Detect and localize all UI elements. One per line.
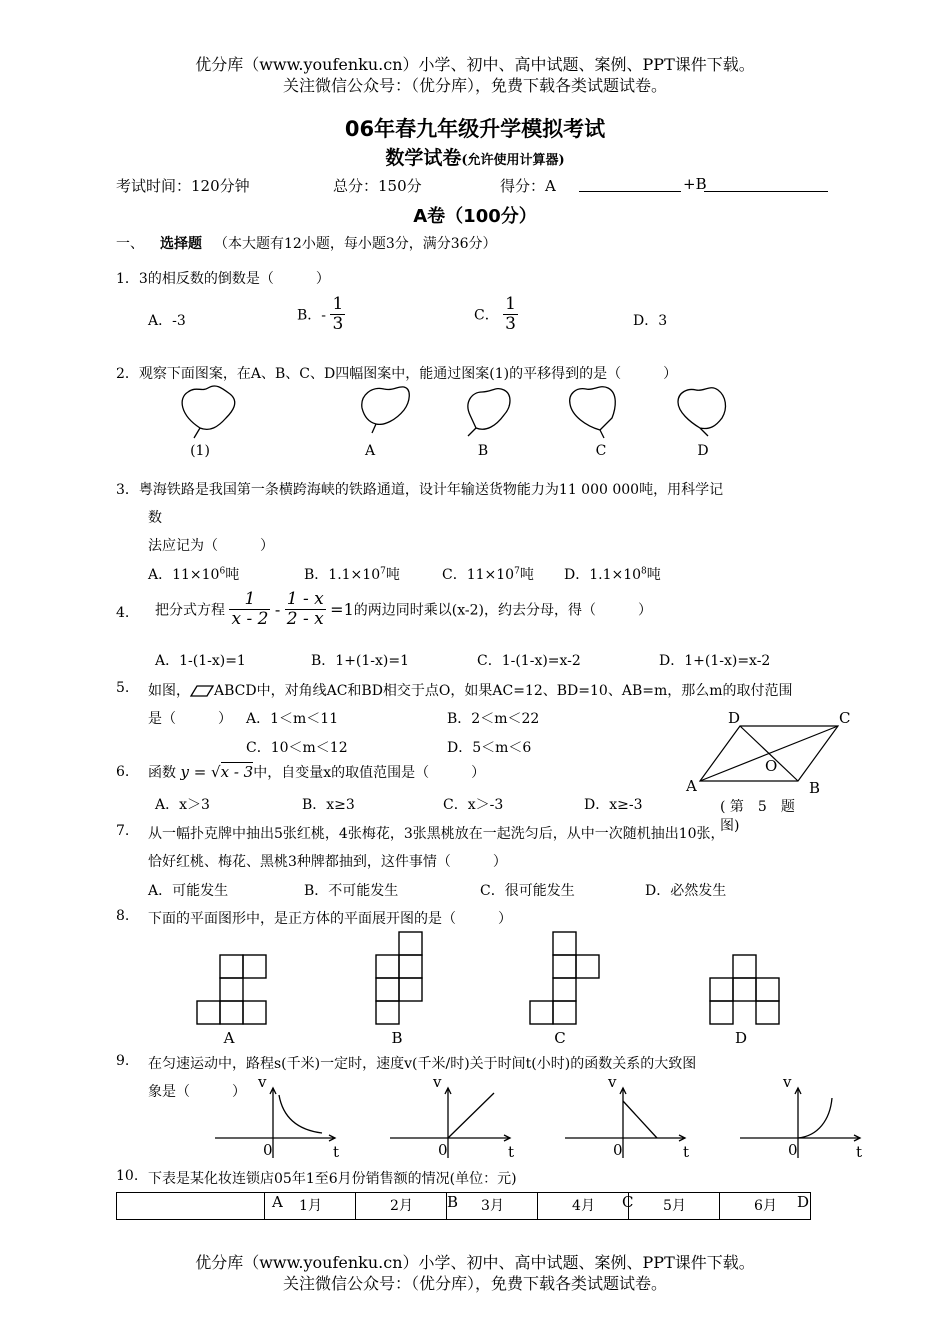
q1-option-c-prefix: C． xyxy=(474,307,499,324)
q4-option-c: C．1-(1-x)=x-2 xyxy=(477,653,581,669)
q9-stem-line1: 在匀速运动中，路程s(千米)一定时，速度v(千米/时)关于时间t(小时)的函数关系的大致图 xyxy=(148,1056,697,1072)
q5-number: 5. xyxy=(116,680,130,696)
graph-b-v-label: v xyxy=(433,1073,442,1091)
graph-a-label: A xyxy=(272,1193,283,1211)
q1-c-denominator: 3 xyxy=(505,314,516,334)
subject-note: (允许使用计算器) xyxy=(461,153,565,168)
q6-option-a: A．x＞3 xyxy=(155,797,210,813)
q4-f1-num: 1 xyxy=(229,590,270,610)
q1-option-a: A．-3 xyxy=(148,313,186,329)
q8-label-d: D xyxy=(734,1029,748,1047)
score-a-label: 得分：A xyxy=(500,177,556,195)
graph-a-v-label: v xyxy=(258,1073,267,1091)
graph-c-line xyxy=(623,1101,657,1138)
graph-c xyxy=(565,1088,685,1158)
q6-option-c: C．x＞-3 xyxy=(443,797,504,813)
vertex-c: C xyxy=(839,709,851,727)
q6-number: 6. xyxy=(116,764,130,780)
q4-lead: 把分式方程 xyxy=(155,602,225,619)
graph-d xyxy=(740,1088,860,1158)
q3-b-base: B．1.1×10 xyxy=(304,567,381,583)
section-1-title: 选择题 xyxy=(160,236,202,252)
q5-rest: ABCD中，对角线AC和BD相交于点O，如果AC=12、BD=10、AB=m，那么m的取付范围 xyxy=(214,683,793,699)
exam-time: 考试时间：120分钟 xyxy=(116,177,250,195)
q7-number: 7. xyxy=(116,823,130,839)
graph-a-t-label: t xyxy=(333,1143,340,1161)
month-1-header: 1月 xyxy=(264,1193,356,1219)
graph-b-line xyxy=(448,1093,494,1138)
graph-b-origin: 0 xyxy=(438,1141,448,1159)
graph-d-t-label: t xyxy=(856,1143,863,1161)
q3-c-base: C．11×10 xyxy=(442,567,515,583)
q7-stem-line2: 恰好红桃、梅花、黑桃3种牌都抽到，这件事情（ ） xyxy=(148,854,507,870)
q6-radicand: x - 3 xyxy=(220,763,254,781)
footer-line-2: 关注微信公众号：（优分库），免费下载各类试题试卷。 xyxy=(282,1274,667,1293)
q3-stem-line3: 法应记为（ ） xyxy=(148,538,274,554)
q3-a-exp: 6 xyxy=(219,566,226,577)
q4-f2-num: 1 - x xyxy=(286,589,324,609)
graph-c-v-label: v xyxy=(608,1073,617,1091)
q3-d-exp: 8 xyxy=(641,566,647,577)
q4-f2-den: 2 - x xyxy=(286,609,324,629)
radical-icon: √ xyxy=(211,763,221,781)
q1-c-numerator: 1 xyxy=(505,294,516,314)
part-a-heading: A卷（100分） xyxy=(413,206,537,227)
q4-f1-den: x - 2 xyxy=(231,609,269,629)
q4-rest: 的两边同时乘以(x-2)，约去分母，得（ ） xyxy=(353,602,652,619)
q9-number: 9. xyxy=(116,1053,130,1069)
exam-total: 总分：150分 xyxy=(333,177,422,195)
q5-option-c: C．10＜m＜12 xyxy=(246,740,348,756)
q3-b-exp: 7 xyxy=(380,566,386,577)
graph-a-origin: 0 xyxy=(263,1141,273,1159)
q5-lead: 如图， xyxy=(148,683,190,699)
q8-label-a: A xyxy=(223,1029,235,1047)
q2-label-b: B xyxy=(477,443,489,459)
q3-c-exp: 7 xyxy=(514,566,520,577)
graph-c-origin: 0 xyxy=(613,1141,623,1159)
vertex-b: B xyxy=(809,779,821,797)
q6-option-d: D．x≥-3 xyxy=(584,797,643,813)
q7-option-a: A．可能发生 xyxy=(148,883,229,899)
q4-minus: - xyxy=(274,600,281,619)
q1-stem: 1．3的相反数的倒数是（ ） xyxy=(116,271,330,287)
header-line-1: 优分库（www.youfenku.cn）小学、初中、高中试题、案例、PPT课件下载。 xyxy=(195,55,755,74)
q3-c-unit: 吨 xyxy=(519,567,534,583)
graph-d-v-label: v xyxy=(783,1073,792,1091)
q1-option-d: D．3 xyxy=(633,313,668,329)
center-o: O xyxy=(765,757,778,775)
sales-table xyxy=(116,1192,811,1220)
month-4-header: 4月 xyxy=(537,1193,629,1219)
score-b-label: +B xyxy=(683,175,707,193)
q1-b-denominator: 3 xyxy=(332,314,344,334)
month-6-header: 6月 xyxy=(719,1193,811,1219)
q8-number: 8. xyxy=(116,908,130,924)
q6-y-eq: y = xyxy=(180,763,212,781)
q3-a-base: A．11×10 xyxy=(148,567,220,583)
q7-stem-line1: 从一幅扑克牌中抽出5张红桃，4张梅花，3张黑桃放在一起洗匀后，从中一次随机抽出10张， xyxy=(148,826,725,842)
graph-c-label: C xyxy=(622,1193,634,1211)
exam-title: 06年春九年级升学模拟考试 xyxy=(344,117,606,141)
q3-a-unit: 吨 xyxy=(225,567,240,583)
subject-title: 数学试卷 xyxy=(385,147,462,169)
q2-label-c: C xyxy=(595,443,607,459)
q1-option-b-prefix: B．- xyxy=(297,307,327,324)
q3-stem-line2: 数 xyxy=(148,510,162,526)
graph-a-curve xyxy=(279,1095,322,1133)
vertex-d: D xyxy=(728,709,741,727)
q9-stem-line2: 象是（ ） xyxy=(148,1084,246,1100)
vertex-a: A xyxy=(686,777,697,795)
graph-d-curve xyxy=(798,1098,832,1138)
q4-option-d: D．1+(1-x)=x-2 xyxy=(659,653,771,669)
q3-d-base: D．1.1×10 xyxy=(564,567,642,583)
q2-stem: 2．观察下面图案，在A、B、C、D四幅图案中，能通过图案(1)的平移得到的是（ ） xyxy=(116,366,678,382)
header-line-2: 关注微信公众号：（优分库），免费下载各类试题试卷。 xyxy=(282,76,667,95)
q6-rest: 中，自变量x的取值范围是（ ） xyxy=(253,765,486,781)
month-2-header: 2月 xyxy=(355,1193,447,1219)
q7-option-c: C．很可能发生 xyxy=(480,883,575,899)
q5-line2: 是（ ） xyxy=(148,711,232,727)
q5-option-a: A．1＜m＜11 xyxy=(246,711,339,727)
q4-option-b: B．1+(1-x)=1 xyxy=(311,653,410,669)
q8-label-b: B xyxy=(391,1029,403,1047)
graph-d-origin: 0 xyxy=(788,1141,798,1159)
q10-number: 10. xyxy=(116,1168,139,1184)
q2-label-d: D xyxy=(697,443,709,459)
q5-caption-line1: ( 第 5 题 xyxy=(720,799,795,815)
q5-option-b: B．2＜m＜22 xyxy=(447,711,540,727)
q7-option-b: B．不可能发生 xyxy=(304,883,399,899)
graph-d-label: D xyxy=(797,1193,810,1211)
q4-equals: =1 xyxy=(330,600,354,619)
graph-b-t-label: t xyxy=(508,1143,515,1161)
graph-c-t-label: t xyxy=(683,1143,690,1161)
section-1-number: 一、 xyxy=(116,236,144,252)
graph-b-label: B xyxy=(447,1193,459,1211)
q6-option-b: B．x≥3 xyxy=(302,797,355,813)
graph-b xyxy=(390,1088,510,1158)
month-3-header: 3月 xyxy=(446,1193,538,1219)
q4-option-a: A．1-(1-x)=1 xyxy=(155,653,246,669)
q8-stem: 下面的平面图形中，是正方体的平面展开图的是（ ） xyxy=(148,911,512,927)
q1-b-numerator: 1 xyxy=(332,294,344,314)
footer-line-1: 优分库（www.youfenku.cn）小学、初中、高中试题、案例、PPT课件下载。 xyxy=(195,1253,755,1272)
q3-b-unit: 吨 xyxy=(385,567,400,583)
section-1-desc: （本大题有12小题，每小题3分，满分36分） xyxy=(214,236,497,252)
q5-option-d: D．5＜m＜6 xyxy=(447,740,532,756)
q3-d-unit: 吨 xyxy=(646,567,661,583)
graph-a xyxy=(215,1088,335,1158)
q10-stem: 下表是某化妆连锁店05年1至6月份销售额的情况(单位：元) xyxy=(148,1171,517,1187)
q8-label-c: C xyxy=(554,1029,566,1047)
q5-caption-line2: 图) xyxy=(720,818,740,834)
q3-stem-line1: 3．粤海铁路是我国第一条横跨海峡的铁路通道，设计年输送货物能力为11 000 000吨，用科学记 xyxy=(116,482,724,498)
q2-label-a: A xyxy=(364,443,376,459)
q2-label-1: (1) xyxy=(190,443,210,459)
q7-option-d: D．必然发生 xyxy=(645,883,727,899)
q4-number: 4. xyxy=(116,605,130,621)
q6-lead: 函数 xyxy=(148,765,176,781)
month-5-header: 5月 xyxy=(628,1193,720,1219)
